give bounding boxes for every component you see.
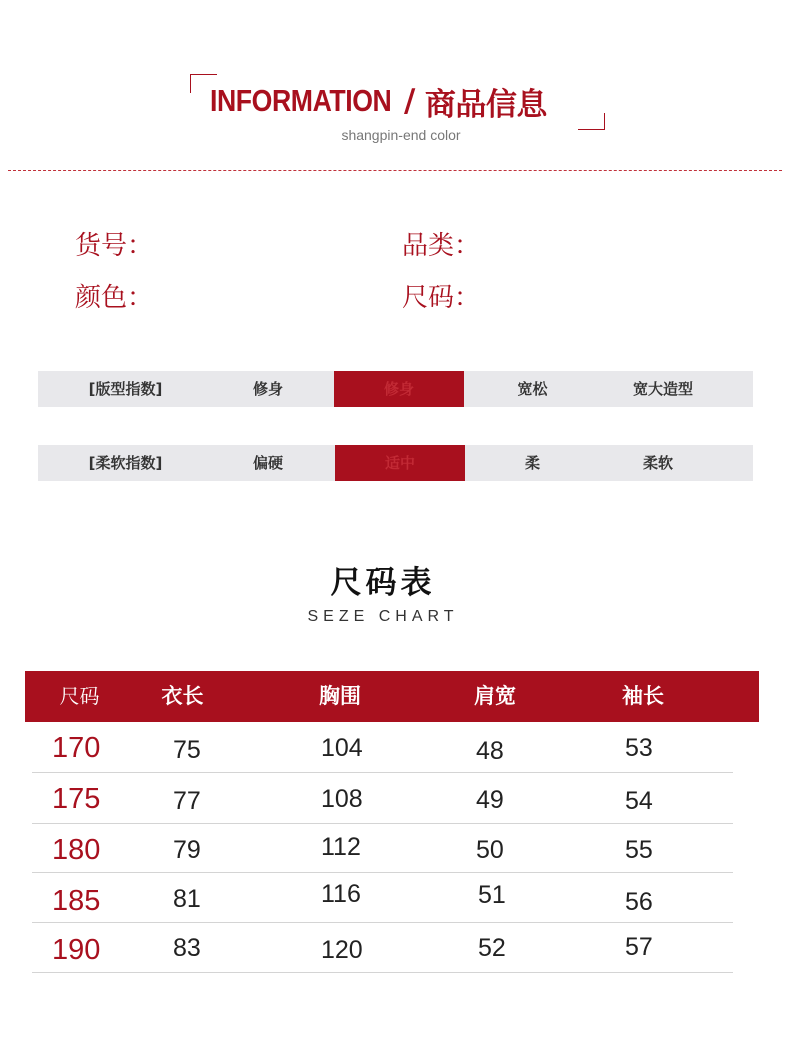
section-title [210,78,590,124]
header-size: 尺码 [59,684,100,708]
cell-sleeve: 53 [625,734,653,762]
soft-option-selected: 适中 [335,445,465,481]
header-sleeve: 袖长 [622,684,664,708]
cell-sleeve: 57 [625,933,653,961]
section-subtitle: shangpin-end color [341,127,461,143]
cell-sleeve: 54 [625,787,653,815]
cell-size: 190 [52,934,101,966]
size-chart-subtitle: SEZE CHART [307,608,459,625]
cell-sleeve: 56 [625,888,653,916]
size-label: 尺码： [402,283,481,313]
cell-length: 77 [173,787,201,815]
cell-chest: 116 [321,880,361,908]
cell-shoulder: 52 [478,934,506,962]
soft-option-soft: 柔 [524,454,540,472]
fit-option-oversized: 宽大造型 [632,380,693,398]
cell-length: 81 [173,885,201,913]
dashed-divider [8,170,782,171]
title-chinese: 商品信息 [424,86,547,123]
cell-size: 170 [52,732,101,764]
cell-chest: 108 [321,785,363,813]
cell-size: 180 [52,834,101,866]
cell-length: 75 [173,736,201,764]
title-english: INFORMATION [210,83,392,118]
cell-shoulder: 50 [476,836,504,864]
fit-option-selected: 修身 [334,371,464,407]
soft-index-label: [柔软指数] [88,454,163,472]
cell-chest: 120 [321,936,363,964]
cell-shoulder: 51 [478,881,506,909]
soft-option-very-soft: 柔软 [642,454,673,472]
soft-option-stiff: 偏硬 [252,454,283,472]
table-row [32,922,733,973]
category-label: 品类： [402,231,481,261]
title-slash: / [404,83,415,119]
cell-chest: 104 [321,734,363,762]
size-chart-title: 尺码表 [330,565,436,601]
color-label: 颜色： [75,283,154,313]
fit-index-bar [38,371,753,407]
fit-option-loose: 宽松 [517,380,548,398]
table-row [32,722,733,773]
cell-shoulder: 49 [476,786,504,814]
table-row [32,822,733,873]
header-chest: 胸围 [319,684,361,708]
soft-index-bar [38,445,753,481]
cell-size: 185 [52,885,101,917]
cell-chest: 112 [321,833,361,861]
cell-sleeve: 55 [625,836,653,864]
header-shoulder: 肩宽 [474,684,516,708]
size-table-header [25,671,759,722]
fit-option-slim: 修身 [252,380,283,398]
fit-index-label: [版型指数] [88,380,163,398]
item-number-label: 货号： [75,231,154,261]
table-row [32,872,733,923]
header-length: 衣长 [161,684,204,708]
cell-length: 83 [173,934,201,962]
cell-size: 175 [52,783,101,815]
table-row [32,773,733,824]
cell-length: 79 [173,836,201,864]
cell-shoulder: 48 [476,737,504,765]
